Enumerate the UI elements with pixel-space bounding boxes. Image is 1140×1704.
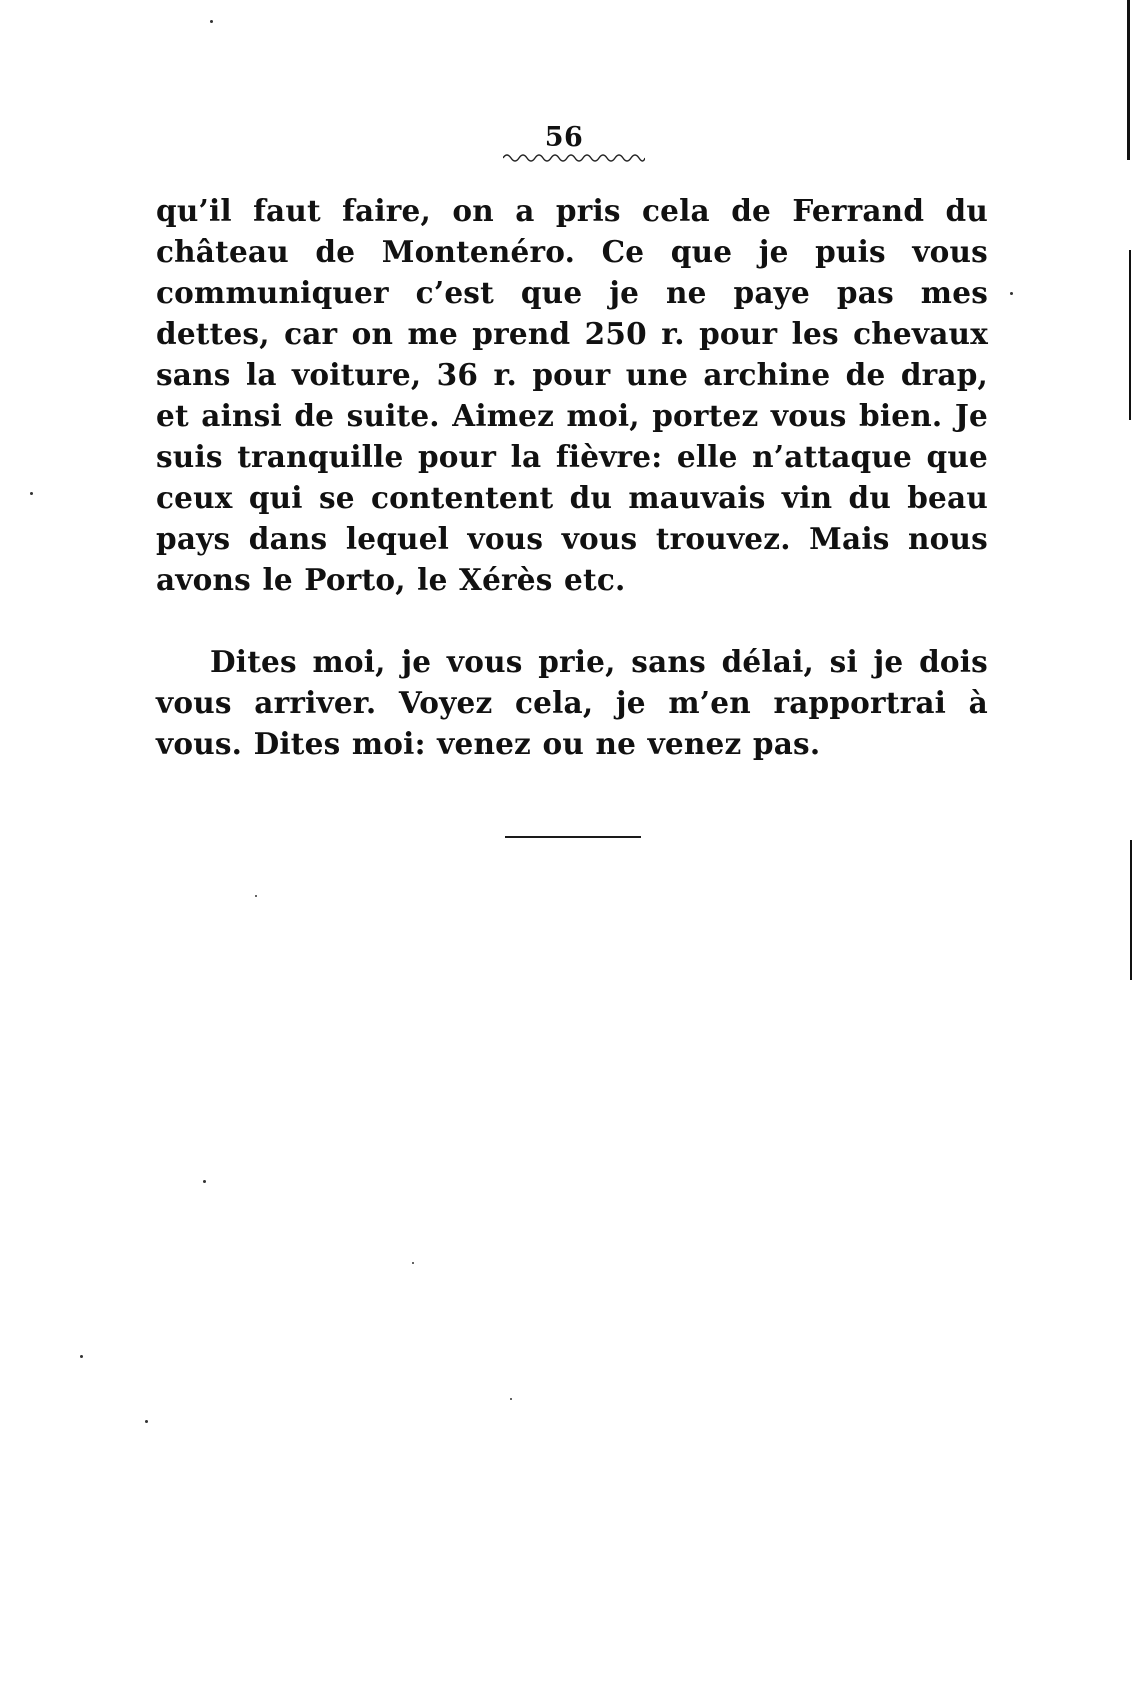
scan-speck (145, 1420, 148, 1423)
scan-edge-line (1129, 250, 1131, 420)
scan-edge-line (1127, 0, 1130, 160)
page-number: 56 (544, 122, 584, 153)
body-text (156, 190, 988, 764)
paragraph-1: qu’il faut faire, on a pris cela de Ferrand du château de Montenéro. Ce que je puis vous communiquer c’est que je ne paye pas mes dettes, car on me prend 250 r. pour les chevaux sans la voiture, 36 r. pour une archine de drap, et ainsi de suite. Aimez moi, portez vous bien. Je suis tranquille pour la fièvre: elle n’attaque que ceux qui se contentent du mauvais vin du beau pays dans lequel vous vous trouvez. Mais nous avons le Porto, le Xérès etc. (156, 193, 988, 597)
closing-rule (505, 836, 641, 838)
page-header (0, 122, 1140, 153)
scan-speck (510, 1398, 512, 1400)
scan-speck (30, 492, 33, 495)
wavy-ornament (503, 152, 645, 164)
paragraph-2: Dites moi, je vous prie, sans délai, si je dois vous arriver. Voyez cela, je m’en rapportrai à vous. Dites moi: venez ou ne venez pas. (156, 644, 988, 761)
scan-speck (80, 1355, 83, 1358)
scan-speck (1010, 292, 1013, 295)
scan-edge-line (1130, 840, 1132, 980)
scan-speck (203, 1180, 206, 1183)
scan-speck (412, 1262, 414, 1264)
scan-speck (210, 20, 213, 23)
scan-speck (255, 895, 257, 897)
